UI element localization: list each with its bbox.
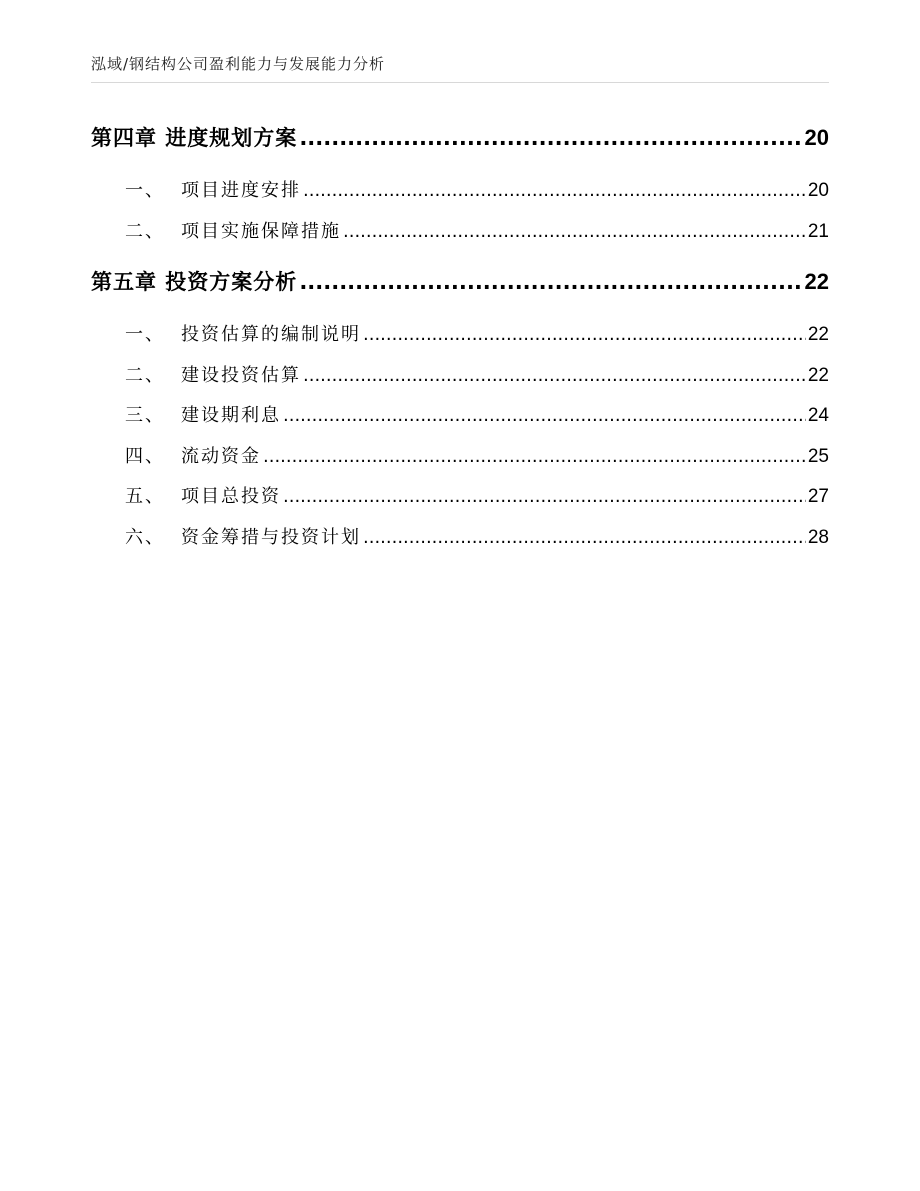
- toc-page-number: 27: [807, 486, 829, 507]
- toc-page-number: 24: [807, 405, 829, 426]
- toc-section-number: 六、: [125, 527, 165, 548]
- toc-section-number: 四、: [125, 446, 165, 467]
- toc-section-title: 建设投资估算: [181, 365, 301, 386]
- toc-section-title: 项目实施保障措施: [181, 221, 341, 242]
- toc-page-number: 20: [804, 125, 829, 150]
- toc-section[interactable]: [91, 361, 829, 387]
- toc-section-title: 流动资金: [181, 446, 261, 467]
- toc-section-title: 资金筹措与投资计划: [181, 527, 361, 548]
- dot-leader: [283, 486, 806, 507]
- running-header: 泓域/钢结构公司盈利能力与发展能力分析: [91, 55, 386, 73]
- dot-leader: [303, 365, 806, 386]
- toc-section-number: 二、: [125, 365, 165, 386]
- dot-leader: [263, 446, 806, 467]
- dot-leader: [343, 221, 806, 242]
- toc-section[interactable]: [91, 217, 829, 243]
- toc-section-title: 投资估算的编制说明: [181, 324, 361, 345]
- toc-page-number: 22: [807, 365, 829, 386]
- toc-section[interactable]: [91, 482, 829, 508]
- toc-section-title: 项目总投资: [181, 486, 281, 507]
- toc-chapter-title: 第五章 投资方案分析: [91, 270, 298, 294]
- toc-section-title: 项目进度安排: [181, 180, 301, 201]
- dot-leader: [299, 270, 802, 294]
- toc-page-number: 25: [807, 446, 829, 467]
- toc-section-number: 一、: [125, 324, 165, 345]
- toc-section-number: 三、: [125, 405, 165, 426]
- toc-chapter-5[interactable]: [91, 266, 829, 296]
- toc-section-number: 一、: [125, 180, 165, 201]
- toc-page-number: 28: [807, 527, 829, 548]
- dot-leader: [363, 527, 806, 548]
- toc-section-number: 五、: [125, 486, 165, 507]
- dot-leader: [299, 126, 802, 150]
- dot-leader: [303, 180, 806, 201]
- toc-section[interactable]: [91, 176, 829, 202]
- toc-section-number: 二、: [125, 221, 165, 242]
- toc-page-number: 22: [804, 269, 829, 294]
- toc-section-title: 建设期利息: [181, 405, 281, 426]
- toc-chapter-4[interactable]: [91, 122, 829, 152]
- toc-chapter-title: 第四章 进度规划方案: [91, 126, 298, 150]
- toc-section[interactable]: [91, 523, 829, 549]
- toc-page-number: 21: [807, 221, 829, 242]
- header-rule: [91, 82, 829, 83]
- dot-leader: [363, 324, 806, 345]
- toc-page-number: 20: [807, 180, 829, 201]
- toc-page-number: 22: [807, 324, 829, 345]
- toc-section[interactable]: [91, 320, 829, 346]
- toc-section[interactable]: [91, 401, 829, 427]
- dot-leader: [283, 405, 806, 426]
- toc-section[interactable]: [91, 442, 829, 468]
